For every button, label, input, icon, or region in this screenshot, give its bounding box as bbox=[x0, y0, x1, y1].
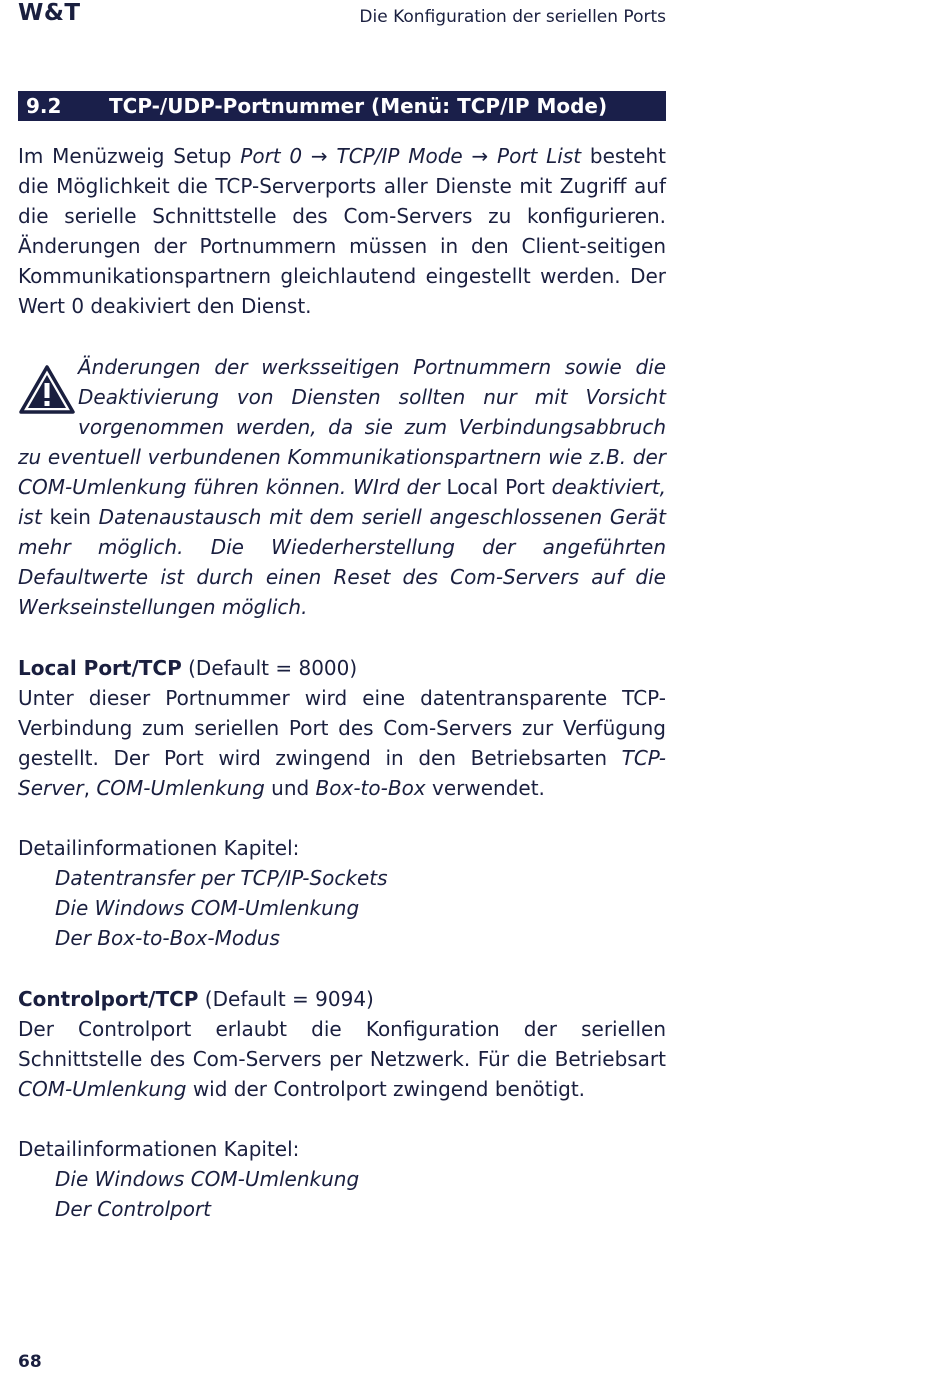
controlport-default: (Default = 9094) bbox=[198, 986, 374, 1011]
spacer bbox=[18, 1104, 666, 1134]
section-heading bbox=[18, 91, 666, 121]
menu-path: Port 0 → TCP/IP Mode → Port List bbox=[240, 144, 582, 168]
intro-text-start: Im Menüzweig Setup bbox=[18, 144, 241, 168]
mode-com-umlenkung: COM-Umlenkung bbox=[96, 775, 265, 800]
local-port-text: Unter dieser Portnummer wird eine datentransparente TCP-Verbindung zum seriellen Port des Com-Servers zur Verfügung gestellt. Der Port wird zwingend in den Betriebsarten bbox=[18, 685, 666, 770]
section-title: TCP-/UDP-Portnummer (Menü: TCP/IP Mode) bbox=[109, 94, 608, 118]
intro-paragraph bbox=[18, 141, 666, 322]
chapter-reference: Der Controlport bbox=[55, 1197, 212, 1222]
controlport-details-label: Detailinformationen Kapitel: bbox=[18, 1137, 300, 1162]
local-port-heading bbox=[18, 653, 666, 683]
mode-tcp-server: TCP-Server bbox=[18, 745, 666, 800]
controlport-description bbox=[18, 1014, 666, 1104]
mode-com-umlenkung: COM-Umlenkung bbox=[18, 1076, 187, 1101]
running-header-title: Die Konfiguration der seriellen Ports bbox=[359, 7, 666, 27]
spacer bbox=[18, 803, 666, 833]
body-content bbox=[18, 141, 666, 1224]
warning-text bbox=[18, 352, 666, 623]
local-port-text: , bbox=[83, 775, 97, 800]
mode-box-to-box: Box-to-Box bbox=[315, 775, 426, 800]
spacer bbox=[18, 623, 666, 653]
spacer bbox=[18, 954, 666, 984]
chapter-reference: Datentransfer per TCP/IP-Sockets bbox=[55, 866, 388, 891]
controlport-text: wid der Controlport zwingend benötigt. bbox=[186, 1076, 586, 1101]
section-number: 9.2 bbox=[26, 94, 62, 118]
spacer bbox=[18, 322, 666, 352]
page-number: 68 bbox=[18, 1352, 42, 1372]
warning-text-part: deaktiviert, ist bbox=[18, 475, 667, 530]
local-port-title: Local Port/TCP bbox=[18, 655, 182, 680]
chapter-reference: Die Windows COM-Umlenkung bbox=[55, 896, 360, 921]
local-port-description bbox=[18, 683, 666, 803]
warning-triangle-icon bbox=[18, 364, 76, 416]
warning-local-port: Local Port bbox=[446, 475, 545, 500]
warning-kein: kein bbox=[49, 505, 91, 530]
local-port-text: verwendet. bbox=[425, 775, 545, 800]
warning-block bbox=[18, 352, 666, 623]
local-port-details-label: Detailinformationen Kapitel: bbox=[18, 836, 300, 861]
warning-text-part: Änderungen der werksseitigen Portnummern sowie die Deaktivierung von Diensten sollten nur mit Vorsicht vorgenommen werden, da sie zum Verbindungsabbruch zu eventuell verbundenen Kommunikationspartnern wie z.B. der COM-Umlenkung führen können. WIrd der bbox=[18, 354, 666, 500]
controlport-heading bbox=[18, 984, 666, 1014]
chapter-reference: Der Box-to-Box-Modus bbox=[55, 926, 280, 951]
controlport-title: Controlport/TCP bbox=[18, 986, 199, 1011]
intro-text-rest: besteht die Möglichkeit die TCP-Serverports aller Dienste mit Zugriff auf die serielle Schnittstelle des Com-Servers zu konfigurieren. Änderungen der Portnummern müssen in den Client-seitigen Kommunikationspartnern gleichlautend eingestellt werden. Der Wert 0 deakiviert den Dienst. bbox=[18, 144, 666, 319]
warning-text-part: Datenaustausch mit dem seriell angeschlossenen Gerät mehr möglich. Die Wiederherstellung der angeführten Defaultwerte ist durch einen Reset des Com-Servers auf die Werkseinstellungen möglich. bbox=[18, 505, 666, 620]
controlport-text: Der Controlport erlaubt die Konfiguration der seriellen Schnittstelle des Com-Servers per Netzwerk. Für die Betriebsart bbox=[18, 1016, 666, 1071]
local-port-default: (Default = 8000) bbox=[181, 655, 358, 680]
local-port-text: und bbox=[264, 775, 316, 800]
brand-logo-text: W&T bbox=[18, 0, 81, 26]
chapter-reference: Die Windows COM-Umlenkung bbox=[55, 1167, 360, 1192]
